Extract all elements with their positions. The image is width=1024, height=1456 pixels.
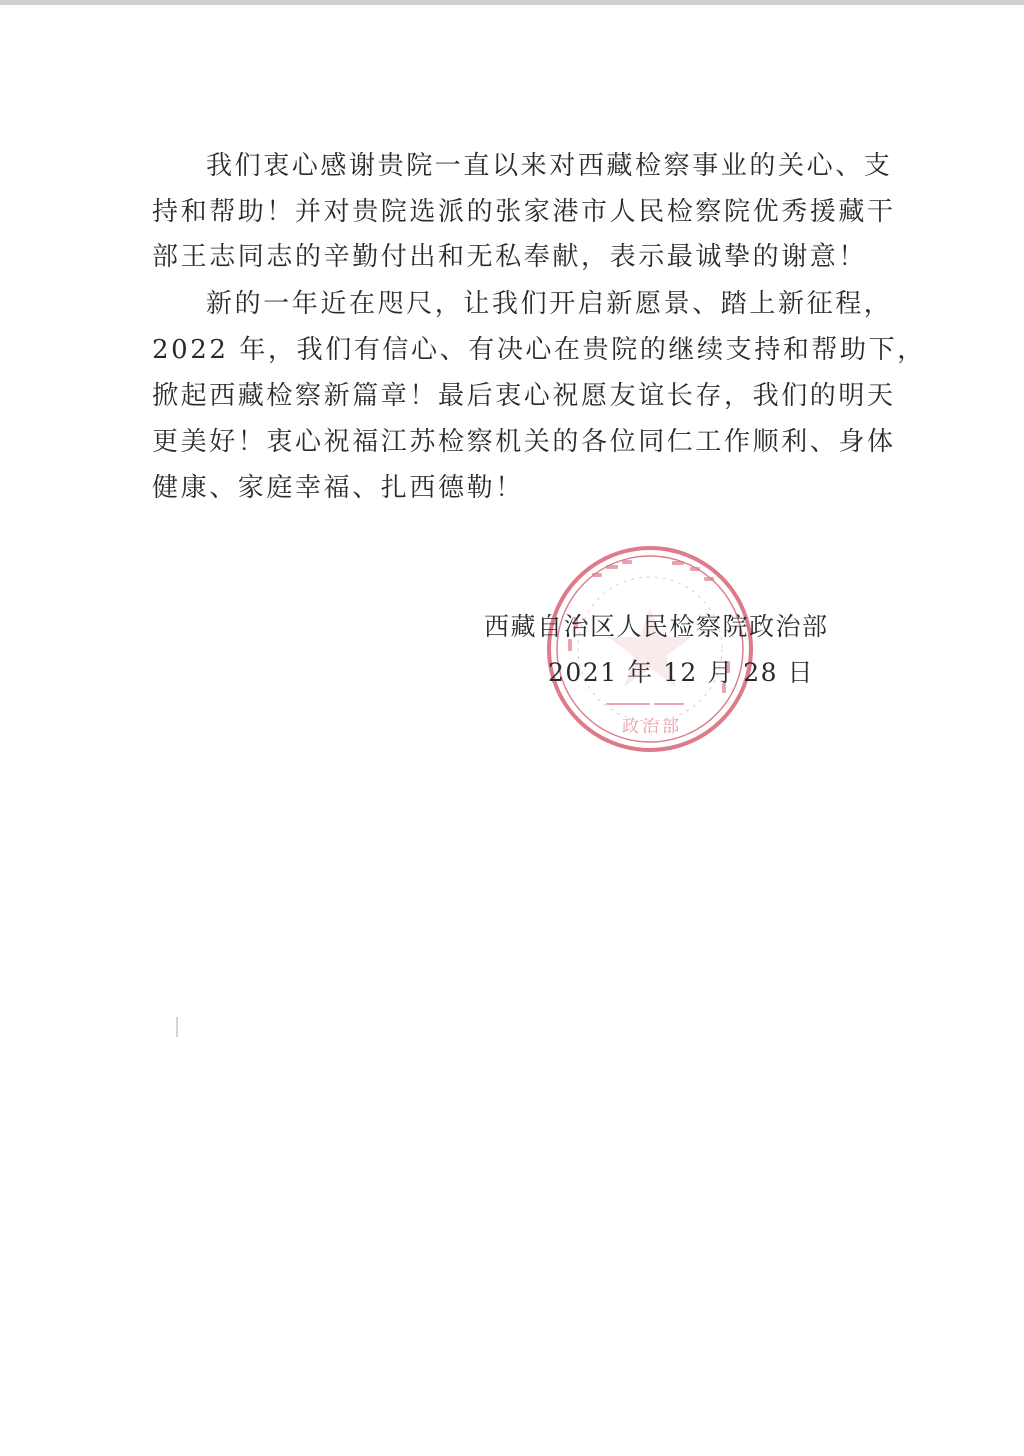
paragraph-1-line-2: 持和帮助！并对贵院选派的张家港市人民检察院优秀援藏干 [152, 197, 896, 227]
signature-date: 2021 年 12 月 28 日 [548, 658, 814, 687]
paragraph-2-line-3: 掀起西藏检察新篇章！最后衷心祝愿友谊长存，我们的明天 [152, 381, 896, 411]
signature-organization: 西藏自治区人民检察院政治部 [484, 612, 829, 641]
paragraph-2-line-4: 更美好！衷心祝福江苏检察机关的各位同仁工作顺利、身体 [152, 427, 896, 457]
paragraph-1-line-1: 我们衷心感谢贵院一直以来对西藏检察事业的关心、支 [206, 151, 893, 181]
scan-artifact [176, 1017, 178, 1037]
paragraph-2-line-2: 2022 年，我们有信心、有决心在贵院的继续支持和帮助下， [152, 335, 926, 365]
paragraph-2-line-1: 新的一年近在咫尺，让我们开启新愿景、踏上新征程， [206, 289, 893, 319]
seal-inner-text: 政治部 [622, 717, 682, 736]
official-seal [544, 543, 756, 755]
paragraph-2-line-5: 健康、家庭幸福、扎西德勒！ [152, 473, 524, 503]
paragraph-1-line-3: 部王志同志的辛勤付出和无私奉献，表示最诚挚的谢意！ [152, 242, 868, 272]
